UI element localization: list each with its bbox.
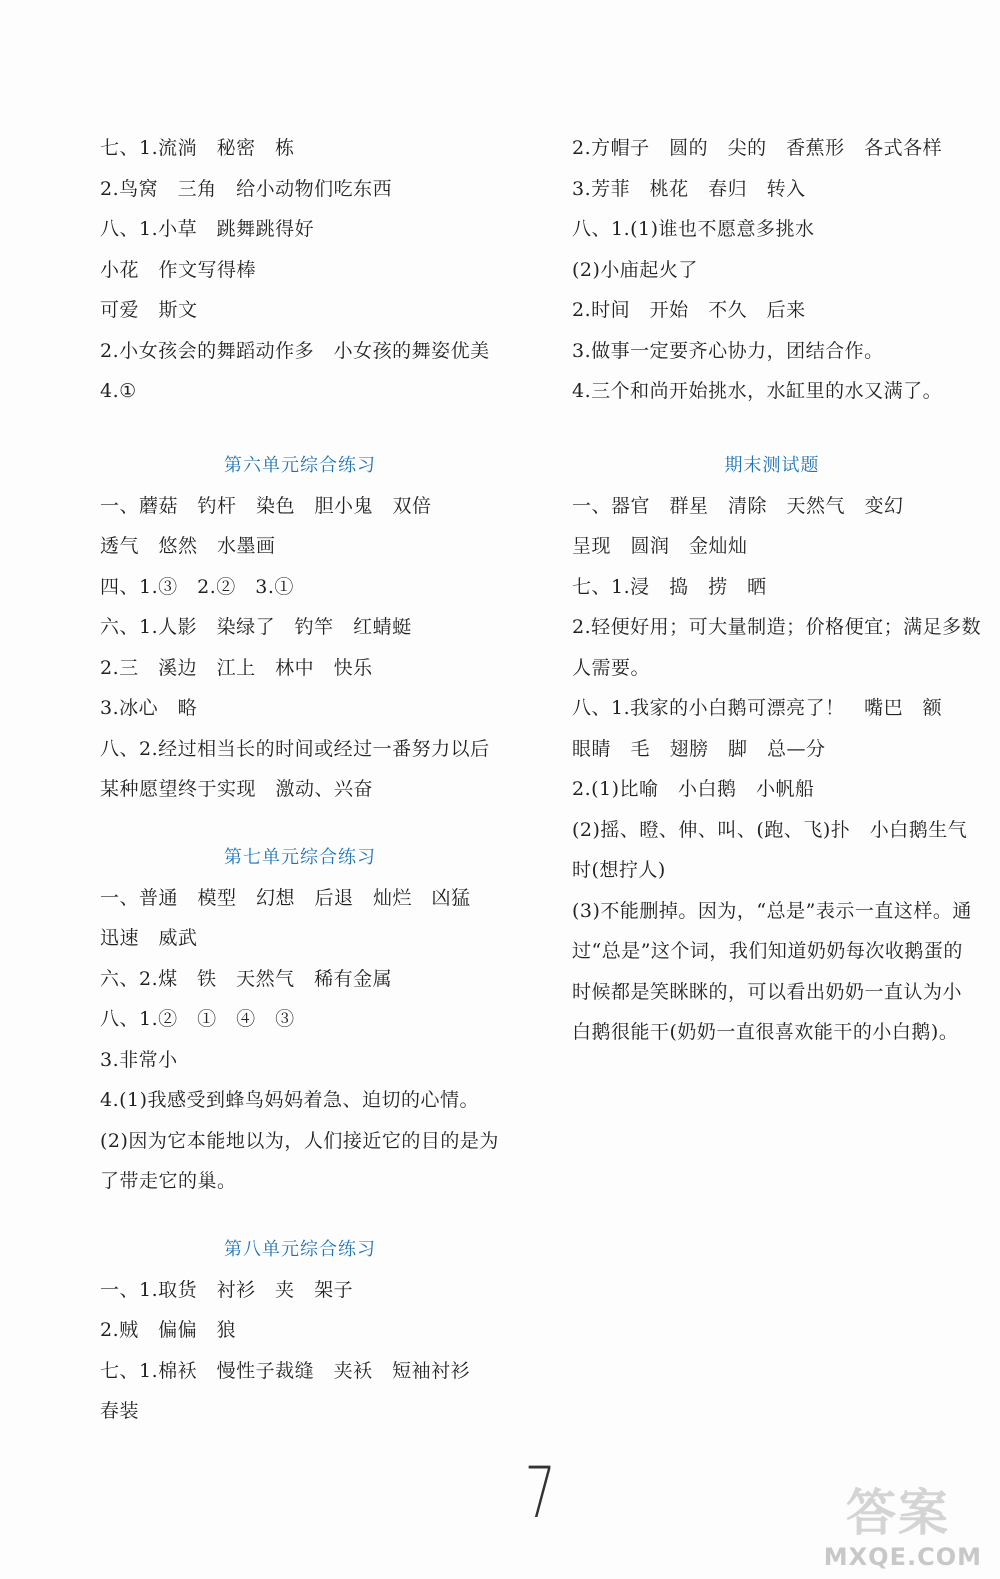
section-heading: 期末测试题 [724,454,820,476]
page-number: 7 [524,1452,556,1534]
answer-line: 过“总是”这个词，我们知道奶奶每次收鹅蛋的 [572,940,963,962]
answer-line: 七、1.流淌 秘密 栋 [100,137,295,159]
left-column [100,128,500,1432]
answer-line: 某种愿望终于实现 激动、兴奋 [100,778,374,800]
answer-line: 3.冰心 略 [100,697,198,719]
answer-line: 白鹅很能干(奶奶一直很喜欢能干的小白鹅)。 [572,1021,959,1043]
answer-line: 2.轻便好用；可大量制造；价格便宜；满足多数 [572,616,982,638]
answer-line: 可爱 斯文 [100,299,198,321]
section-heading: 第八单元综合练习 [224,1238,376,1260]
answer-line: 了带走它的巢。 [100,1170,237,1192]
answer-line: 六、2.煤 铁 天然气 稀有金属 [100,967,393,990]
answer-line: 2.鸟窝 三角 给小动物们吃东西 [100,177,393,200]
watermark-text: 答案 [846,1484,950,1542]
right-column [572,128,982,1053]
section-unit6 [100,446,500,810]
right-block1 [572,128,972,412]
section-unit8 [100,1230,500,1432]
answer-line: 眼睛 毛 翅膀 脚 总—分 [572,737,826,760]
answer-line: (3)不能删掉。因为，“总是”表示一直这样。通 [572,899,972,922]
answer-line: 人需要。 [572,656,651,679]
answer-line: 3.芳菲 桃花 春归 转入 [572,177,806,200]
answer-line: 透气 悠然 水墨画 [100,535,276,557]
answer-line: 2.方帽子 圆的 尖的 香蕉形 各式各样 [572,137,943,159]
answer-line: 2.小女孩会的舞蹈动作多 小女孩的舞姿优美 [100,339,490,362]
answer-line: 七、1.浸 捣 捞 晒 [572,575,767,598]
answer-line: 迅速 威武 [100,927,198,949]
answer-line: 呈现 圆润 金灿灿 [572,535,748,557]
answer-line: 六、1.人影 染绿了 钓竿 红蜻蜓 [100,616,412,638]
answer-line: 八、1.我家的小白鹅可漂亮了！ 嘴巴 额 [572,697,943,719]
answer-line: 2.三 溪边 江上 林中 快乐 [100,656,373,679]
answer-line: 时候都是笑眯眯的，可以看出奶奶一直认为小 [572,980,963,1003]
answer-line: (2)小庙起火了 [572,258,698,281]
answer-line: 一、器官 群星 清除 天然气 变幻 [572,494,904,517]
answer-line: 八、1.② ① ④ ③ [100,1008,295,1030]
answer-line: (2)摇、瞪、伸、叫、(跑、飞)扑 小白鹅生气 [572,818,968,841]
section-heading: 第六单元综合练习 [224,454,376,476]
answer-line: 八、2.经过相当长的时间或经过一番努力以后 [100,737,490,760]
answer-line: 八、1.小草 跳舞跳得好 [100,218,315,240]
answer-line: 2.贼 偏偏 狼 [100,1319,237,1341]
answer-line: 4.(1)我感受到蜂鸟妈妈着急、迫切的心情。 [100,1089,480,1111]
answer-line: 2.(1)比喻 小白鹅 小帆船 [572,778,815,800]
answer-line: 八、1.(1)谁也不愿意多挑水 [572,218,815,240]
answer-line: 四、1.③ 2.② 3.① [100,575,294,598]
answer-line: (2)因为它本能地以为，人们接近它的目的是为 [100,1129,499,1152]
answer-line: 小花 作文写得棒 [100,258,257,281]
answer-line: 一、蘑菇 钓杆 染色 胆小鬼 双倍 [100,494,432,517]
answer-line: 3.做事一定要齐心协力，团结合作。 [572,339,884,362]
answer-line: 2.时间 开始 不久 后来 [572,299,806,321]
answer-line: 一、普通 模型 幻想 后退 灿烂 凶猛 [100,886,471,909]
answer-line: 3.非常小 [100,1048,178,1071]
answer-line: 时(想拧人) [572,859,666,881]
section-unit7 [100,838,500,1202]
answer-line: 4.① [100,380,137,402]
answer-line: 一、1.取货 衬衫 夹 架子 [100,1278,354,1301]
answer-line: 七、1.棉袄 慢性子裁缝 夹袄 短袖衬衫 [100,1359,471,1382]
answer-line: 春装 [100,1400,140,1422]
watermark-url: MXQE.COM [823,1543,982,1571]
answer-line: 4.三个和尚开始挑水，水缸里的水又满了。 [572,380,943,402]
left-block1 [100,128,500,412]
section-heading: 第七单元综合练习 [224,846,376,868]
watermark-logo [790,1481,986,1571]
section-final-test [572,446,982,1053]
